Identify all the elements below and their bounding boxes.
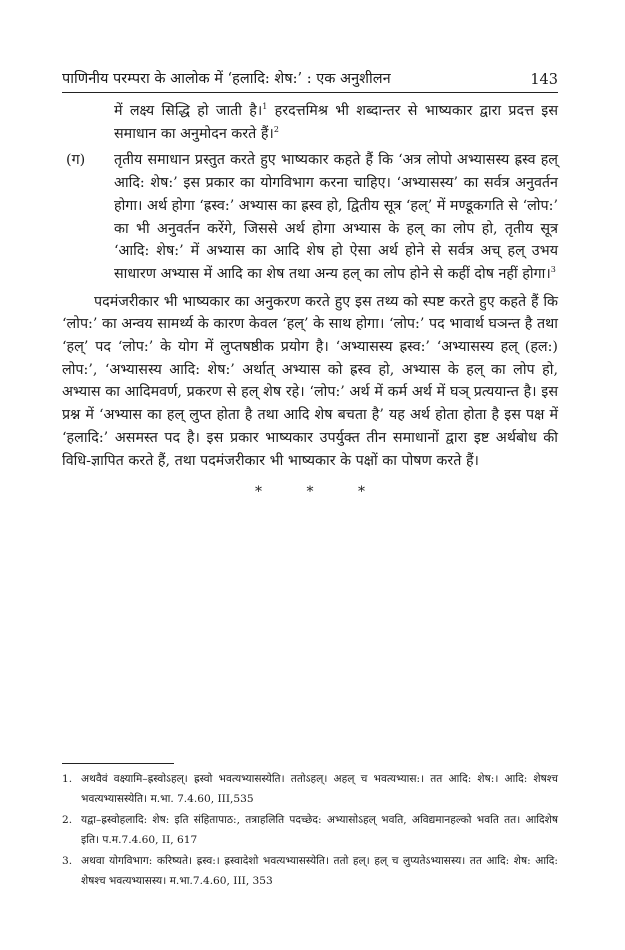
footnote-number: 1. xyxy=(62,773,73,785)
footnote-ref-2[interactable]: 2 xyxy=(273,124,279,134)
intro-text-continued: हरदत्तमिश्र भी शब्दान्तर से भाष्यकार द्वारा प्रदत्त इस समाधान का अनुमोदन करते हैं। xyxy=(114,103,558,142)
footnote-text: अथवैवं वक्ष्यामि–ह्रस्वोऽहल्। ह्रस्वो भवत्यभ्यासस्येति। ततोऽहल्। अहल् च भवत्यभ्यास:। तत आदि: शेष:। आदि: शेषश्च भवत्यभ्यासस्येति। म.भा. 7.4.60, III,535 xyxy=(81,773,558,805)
footnote-text: यद्वा–ह्रस्वोहलादि: शेष: इति संहितापाठ:, तत्राहलिति पदच्छेद: अभ्यासोऽहल् भवति, अविद्यमानहल्को भवति तत। आदिशेष इति। प.म.7.4.60, II, 617 xyxy=(81,814,558,846)
footnote-number: 3. xyxy=(62,855,73,867)
footnote-3 xyxy=(62,852,558,891)
main-text xyxy=(62,100,558,500)
list-item-ga xyxy=(66,149,558,285)
footnotes xyxy=(62,770,558,893)
intro-text: में लक्ष्य सिद्धि हो जाती है। xyxy=(114,103,263,119)
page-number: 143 xyxy=(530,72,558,88)
list-item-text xyxy=(114,149,558,285)
footnote-text: अथवा योगविभाग: करिष्यते। ह्रस्व:। ह्रस्वादेशो भवत्यभ्यासस्येति। ततो हल्। हल् च लुप्यतेऽभ्यासस्य। तत आदि: शेष: आदि: शेषश्च भवत्यभ्यासस्य। म.भा.7.4.60, III, 353 xyxy=(81,855,558,887)
section-divider: * * * xyxy=(255,484,385,501)
list-marker: (ग) xyxy=(66,152,86,169)
footnote-ref-1[interactable]: 1 xyxy=(262,102,268,112)
header-title: पाणिनीय परम्परा के आलोक में ‘हलादि: शेष:’ : एक अनुशीलन xyxy=(62,71,391,87)
body-paragraph: पदमंजरीकार भी भाष्यकार का अनुकरण करते हुए इस तथ्य को स्पष्ट करते हुए कहते हैं कि ‘लोप:’ का अन्वय सामर्थ्य के कारण केवल ‘हल्’ के साथ होगा। ‘लोप:’ पद भावार्थ घञन्त है तथा ‘हल्’ पद ‘लोप:’ के योग में लुप्तषष्ठीक प्रयोग है। ‘अभ्यासस्य ह्रस्व:’ ‘अभ्यासस्य हल् (हल:) लोप:’, ‘अभ्यासस्य आदि: शेष:’ अर्थात् अभ्यास को ह्रस्व हो, अभ्यास के हल् का लोप हो, अभ्यास का आदिमवर्ण, प्रकरण से हल् शेष रहे। ‘लोप:’ अर्थ में कर्म अर्थ में घञ् प्रत्ययान्त है। इस प्रश्न में ‘अभ्यास का हल् लुप्त होता है तथा आदि शेष बचता है’ यह अर्थ होता होता है इस पक्ष में ‘हलादि:’ असमस्त पद है। इस प्रकार भाष्यकार उपर्युक्त तीन समाधानों द्वारा इष्ट अर्थबोध की विधि-ज्ञापित करते हैं, तथा पदमंजरीकार भी भाष्यकार के पक्षों का पोषण करते हैं। xyxy=(62,293,558,469)
footnote-number: 2. xyxy=(62,814,73,826)
footnote-1 xyxy=(62,770,558,809)
item-ga-text: तृतीय समाधान प्रस्तुत करते हुए भाष्यकार कहते हैं कि ‘अत्र लोपो अभ्यासस्य ह्रस्व हल् आदि: शेष:’ इस प्रकार का योगविभाग करना चाहिए। ‘अभ्यासस्य’ का सर्वत्र अनुवर्तन होगा। अर्थ होगा ‘ह्रस्व:’ अभ्यास का ह्रस्व हो, द्वितीय सूत्र ‘हल्’ में मण्डूकगति से ‘लोप:’ का भी अनुवर्तन करेंगे, जिससे अर्थ होगा अभ्यास के हल् का लोप हो, तृतीय सूत्र ‘आदि: शेष:’ में अभ्यास का आदि शेष हो ऐसा अर्थ होने से सर्वत्र अच् हल् उभय साधारण अभ्यास में आदि का शेष तथा अन्य हल् का लोप होने से कहीं दोष नहीं होगा। xyxy=(114,152,558,282)
footnote-rule xyxy=(62,763,174,764)
footnote-2 xyxy=(62,811,558,850)
intro-paragraph xyxy=(114,100,558,145)
footnote-ref-3[interactable]: 3 xyxy=(550,265,556,275)
running-header xyxy=(62,66,558,93)
